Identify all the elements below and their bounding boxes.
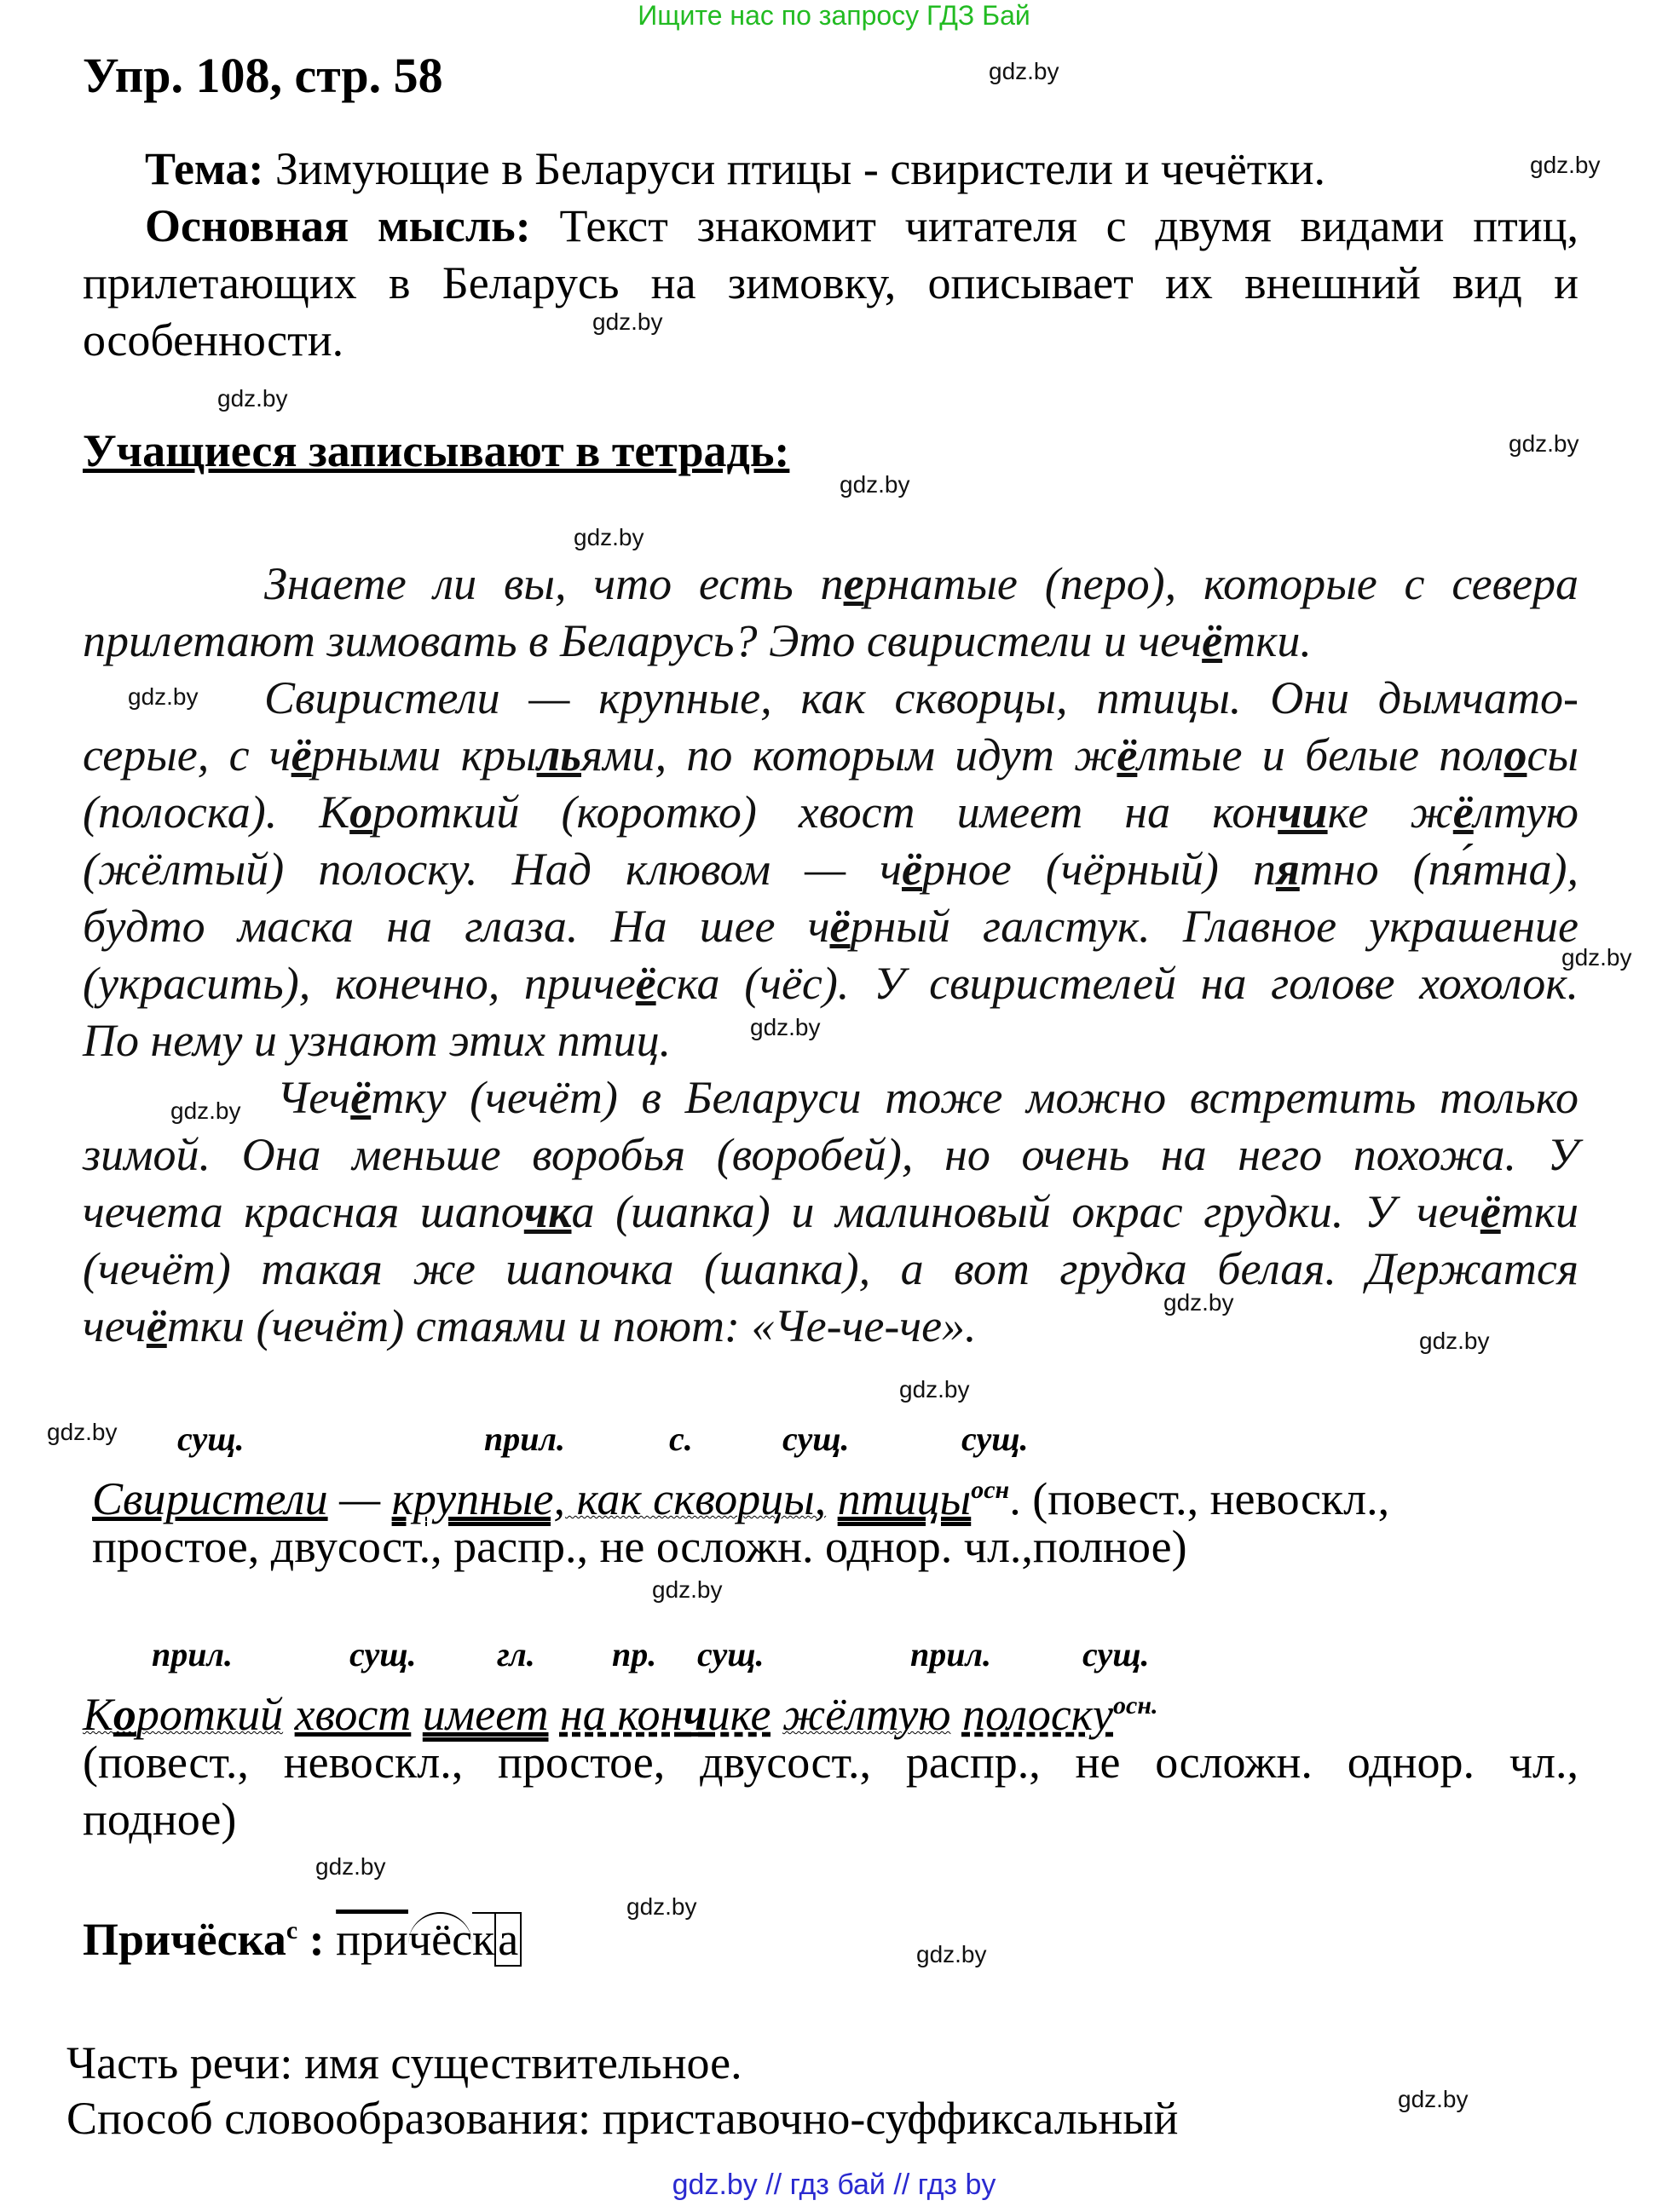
watermark: gdz.by bbox=[1561, 944, 1632, 971]
text-line: чечета красная шапочка (шапка) и малиновый окрас грудки. У чечётки bbox=[83, 1186, 1579, 1237]
predicate: птицы bbox=[837, 1473, 972, 1524]
watermark: gdz.by bbox=[574, 524, 644, 550]
watermark: gdz.by bbox=[840, 471, 910, 498]
watermark: gdz.by bbox=[750, 1014, 821, 1040]
text-line: чечётки (чечёт) стаями и поют: «Че-че-че». bbox=[83, 1300, 977, 1351]
watermark: gdz.by bbox=[989, 58, 1059, 84]
pos-tag: прил. bbox=[152, 1635, 234, 1673]
watermark: gdz.by bbox=[128, 683, 199, 710]
root: чёс bbox=[407, 1914, 473, 1965]
word-formation-method: Способ словообразования: приставочно-суффиксальный bbox=[66, 2093, 1179, 2144]
footer-links[interactable]: gdz.by // гдз бай // гдз by bbox=[672, 2169, 996, 2201]
watermark: gdz.by bbox=[1530, 152, 1601, 178]
pos-tag: с. bbox=[669, 1420, 693, 1458]
theme-text: Зимующие в Беларуси птицы - свиристели и чечётки. bbox=[263, 143, 1326, 194]
pos-tag: сущ. bbox=[961, 1420, 1029, 1458]
text-line: прилетают зимовать в Беларусь? Это свиристели и чечётки. bbox=[83, 615, 1312, 666]
sentence-1: Свиристели — крупные, как скворцы, птицы$^{осн}$. (повест., невоскл., bbox=[92, 1473, 1390, 1524]
text-line: (жёлтый) полоску. Над клювом — чёрное (чёрный) пятно (пя́тна), bbox=[83, 844, 1579, 895]
suffix: к bbox=[472, 1914, 495, 1965]
text-line: По нему и узнают этих птиц. bbox=[83, 1015, 672, 1066]
watermark: gdz.by bbox=[1419, 1328, 1490, 1354]
watermark: gdz.by bbox=[315, 1853, 386, 1880]
pos-tag: прил. bbox=[484, 1420, 566, 1458]
analyzed-word: Причёска bbox=[83, 1914, 286, 1965]
text-line: Чечётку (чечёт) в Беларуси тоже можно встретить только bbox=[277, 1072, 1579, 1123]
watermark: gdz.by bbox=[592, 308, 663, 335]
pos-tag: сущ. bbox=[697, 1635, 765, 1673]
osn-mark: осн bbox=[971, 1476, 1010, 1504]
pos-tag: гл. bbox=[497, 1635, 535, 1673]
watermark: gdz.by bbox=[217, 385, 288, 412]
pos-tag: сущ. bbox=[782, 1420, 850, 1458]
morpheme-analysis: Причёска$^с$ : причёска bbox=[83, 1913, 522, 1966]
osn-mark: осн. bbox=[1113, 1691, 1158, 1719]
watermark: gdz.by bbox=[626, 1893, 697, 1920]
text-line: серые, с чёрными крыльями, по которым идут жёлтые и белые полосы bbox=[83, 729, 1579, 781]
top-banner[interactable]: Ищите нас по запросу ГДЗ Бай bbox=[638, 0, 1030, 31]
text-line: будто маска на глаза. На шее чёрный галстук. Главное украшение bbox=[83, 901, 1579, 952]
pos-tag: прил. bbox=[910, 1635, 992, 1673]
text-line: Знаете ли вы, что есть пернатые (перо), которые с севера bbox=[264, 558, 1579, 609]
pos-tag: сущ. bbox=[1082, 1635, 1150, 1673]
subject: Свиристели bbox=[92, 1473, 328, 1524]
watermark: gdz.by bbox=[652, 1576, 723, 1603]
word-mark: с bbox=[286, 1916, 298, 1944]
attribute: Короткий bbox=[83, 1689, 284, 1740]
watermark: gdz.by bbox=[47, 1419, 118, 1445]
watermark: gdz.by bbox=[1398, 2086, 1469, 2112]
object: полоску bbox=[961, 1689, 1114, 1740]
text-line: зимой. Она меньше воробья (воробей), но очень на него похожа. У bbox=[83, 1129, 1579, 1180]
watermark: gdz.by bbox=[170, 1097, 241, 1124]
watermark: gdz.by bbox=[916, 1941, 987, 1967]
watermark: gdz.by bbox=[1163, 1289, 1234, 1316]
text-line: (украсить), конечно, причеёска (чёс). У свиристелей на голове хохолок. bbox=[83, 958, 1579, 1009]
text-line: Свиристели — крупные, как скворцы, птицы. Они дымчато- bbox=[264, 672, 1579, 723]
adverbial: на кончике bbox=[559, 1689, 771, 1740]
predicate: крупные, bbox=[391, 1473, 565, 1524]
notebook-heading: Учащиеся записывают в тетрадь: bbox=[83, 425, 790, 476]
pos-tag: пр. bbox=[612, 1635, 657, 1673]
pos-tag: сущ. bbox=[177, 1420, 245, 1458]
theme-line bbox=[145, 141, 1325, 198]
predicate: имеет bbox=[422, 1689, 549, 1740]
theme-label: Тема: bbox=[145, 143, 264, 194]
watermark: gdz.by bbox=[899, 1376, 970, 1403]
exercise-title: Упр. 108, стр. 58 bbox=[83, 48, 443, 103]
text-line: (чечёт) такая же шапочка (шапка), а вот грудка белая. Держатся bbox=[83, 1243, 1579, 1294]
main-idea-text: Текст знакомит читателя с двумя видами птиц, bbox=[530, 200, 1579, 251]
sentence-1-characteristics: простое, двусост., распр., не осложн. однор. чл.,полное) bbox=[92, 1521, 1187, 1572]
main-idea-line-1 bbox=[145, 198, 1579, 255]
sentence-2-characteristics-end: подное) bbox=[83, 1794, 237, 1845]
subject: хвост bbox=[294, 1689, 412, 1740]
attribute: жёлтую bbox=[782, 1689, 951, 1740]
pos-tag: сущ. bbox=[349, 1635, 417, 1673]
ending: а bbox=[494, 1912, 522, 1967]
watermark: gdz.by bbox=[1509, 430, 1579, 457]
text-line: (полоска). Короткий (коротко) хвост имеет на кончике жёлтую bbox=[83, 786, 1579, 838]
main-idea-line-2: прилетающих в Беларусь на зимовку, описывает их внешний вид и bbox=[83, 257, 1579, 308]
prefix: при bbox=[336, 1914, 408, 1965]
main-idea-line-3: особенности. bbox=[83, 314, 344, 366]
part-of-speech: Часть речи: имя существительное. bbox=[66, 2037, 742, 2088]
sentence-2-characteristics: (повест., невоскл., простое, двусост., распр., не осложн. однор. чл., bbox=[83, 1737, 1579, 1788]
comparative-phrase: как скворцы, bbox=[564, 1473, 827, 1524]
main-idea-label: Основная мысль: bbox=[145, 200, 531, 251]
